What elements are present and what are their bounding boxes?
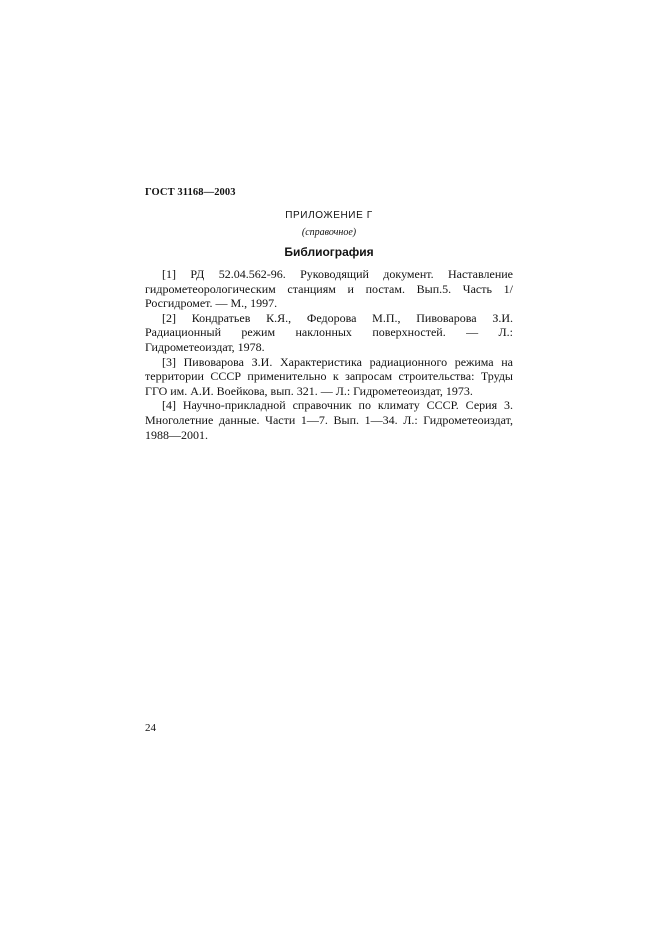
- document-code: ГОСТ 31168—2003: [145, 187, 236, 198]
- bibliography-entry-3: [3] Пивоварова З.И. Характеристика радиационного режима на территории СССР применительно к запросам строительства: Труды ГГО им. А.И. Воейкова, вып. 321. — Л.: Гидрометеоиздат, 1973.: [145, 354, 513, 398]
- appendix-type: (справочное): [301, 227, 357, 238]
- bibliography-heading: Библиография: [284, 245, 374, 259]
- bibliography-entry-1: [1] РД 52.04.562-96. Руководящий документ. Наставление гидрометеорологическим станциям и постам. Вып.5. Часть 1/Росгидромет. — М., 1997.: [145, 267, 513, 311]
- bibliography-list: [145, 267, 513, 442]
- appendix-title: ПРИЛОЖЕНИЕ Г: [285, 210, 373, 221]
- page-number: 24: [145, 722, 156, 734]
- bibliography-entry-2: [2] Кондратьев К.Я., Федорова М.П., Пивоварова З.И. Радиационный режим наклонных поверхностей. — Л.: Гидрометеоиздат, 1978.: [145, 310, 513, 354]
- bibliography-entry-4: [4] Научно-прикладной справочник по климату СССР. Серия 3. Многолетние данные. Части 1—7. Вып. 1—34. Л.: Гидрометеоиздат, 1988—2001.: [145, 398, 513, 442]
